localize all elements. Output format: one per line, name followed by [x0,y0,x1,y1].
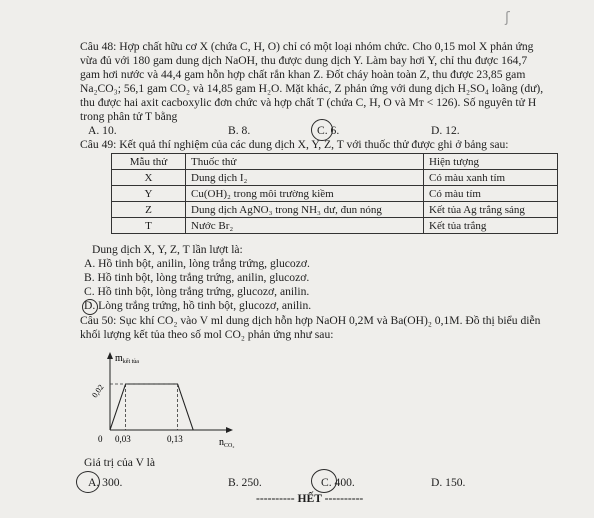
y-axis-arrow [107,352,113,359]
x-axis-arrow [226,427,233,433]
table-header: Thuốc thử [186,154,424,170]
answer-circle-mark [82,299,98,315]
x-tick-label: 0,03 [115,434,131,444]
table-cell: Có màu xanh tím [424,170,558,186]
q48-line-2: vừa đủ với 180 gam dung dịch NaOH, thu được dung dịch Y. Làm bay hơi Y, chỉ thu được 164,7 [80,54,528,67]
q50-line-1: Câu 50: Sục khí CO₂ vào V ml dung dịch hỗn hợp NaOH 0,2M và Ba(OH)₂ 0,1M. Đồ thị biểu diễn [80,314,541,327]
q49-option-b[interactable]: B. Hồ tinh bột, lòng trắng trứng, anilin, glucozơ. [84,271,310,284]
q49-option-d[interactable]: D. Lòng trắng trứng, hồ tinh bột, glucozơ, anilin. [84,299,312,312]
q48-line-1: Câu 48: Hợp chất hữu cơ X (chứa C, H, O) chỉ có một loại nhóm chức. Cho 0,15 mol X phản ứng [80,40,534,53]
table-row [112,218,558,234]
x-tick-label: 0,13 [167,434,183,444]
table-cell: T [112,218,186,234]
q49-question: Dung dịch X, Y, Z, T lần lượt là: [92,243,243,256]
end-marker: ---------- HẾT ---------- [256,492,364,505]
precipitate-graph [88,350,258,450]
table-cell: Kết tủa trắng [424,218,558,234]
q48-choice-d[interactable]: D. 12. [431,124,460,137]
table-cell: Cu(OH)₂ trong môi trường kiềm [186,186,424,202]
table-cell: Kết tủa Ag trắng sáng [424,202,558,218]
table-row [112,202,558,218]
table-cell: X [112,170,186,186]
table-row [112,170,558,186]
table-cell: Dung dịch AgNO₃ trong NH₃ dư, đun nóng [186,202,424,218]
q48-choice-c[interactable]: C. 6. [317,124,340,137]
table-header: Hiện tượng [424,154,558,170]
answer-circle-mark [311,469,337,493]
experiment-table [111,153,558,234]
table-header-row [112,154,558,170]
y-axis-label: $m_{kết tủa}$ [115,353,139,365]
q48-line-3: gam hơi nước và 44,4 gam hỗn hợp chất rắn khan Z. Đốt cháy hoàn toàn Z, thu được 23,85 gam [80,68,526,81]
pen-mark: ʃ [505,10,510,26]
q50-choice-c[interactable]: C. 400. [321,476,355,489]
q48-line-5: thu được hai axit cacboxylic đơn chức và hợp chất T (chứa C, H, O và Mᴛ < 126). Số nguyên tử H [80,96,537,109]
table-row [112,186,558,202]
q50-line-2: khối lượng kết tủa theo số mol CO₂ phản ứng như sau: [80,328,334,341]
q50-choice-a[interactable]: A. 300. [88,476,123,489]
table-cell: Có màu tím [424,186,558,202]
q48-line-6: trong phân tử T bằng [80,110,178,123]
table-cell: Nước Br₂ [186,218,424,234]
q50-choice-b[interactable]: B. 250. [228,476,262,489]
answer-circle-mark [76,471,100,493]
table-cell: Z [112,202,186,218]
q48-line-4: Na₂CO₃; 56,1 gam CO₂ và 14,85 gam H₂O. Mặt khác, Z phản ứng với dung dịch H₂SO₄ loãng (dư), [80,82,544,95]
y-tick-label: 0,02 [90,382,106,400]
table-header: Mẫu thử [112,154,186,170]
q49-option-c[interactable]: C. Hồ tinh bột, lòng trắng trứng, glucozơ, anilin. [84,285,310,298]
precipitate-curve [110,384,193,430]
q49-title: Câu 49: Kết quả thí nghiệm của các dung dịch X, Y, Z, T với thuốc thử được ghi ở bảng sau: [80,138,509,151]
q50-choice-d[interactable]: D. 150. [431,476,466,489]
table-cell: Y [112,186,186,202]
q50-question: Giá trị của V là [84,456,156,469]
table-cell: Dung dịch I₂ [186,170,424,186]
x-tick-label: 0 [98,434,103,444]
x-axis-label: $n_{CO_2}$ [219,437,235,449]
q48-choice-b[interactable]: B. 8. [228,124,251,137]
q48-choice-a[interactable]: A. 10. [88,124,117,137]
q49-option-a[interactable]: A. Hồ tinh bột, anilin, lòng trắng trứng, glucozơ. [84,257,310,270]
